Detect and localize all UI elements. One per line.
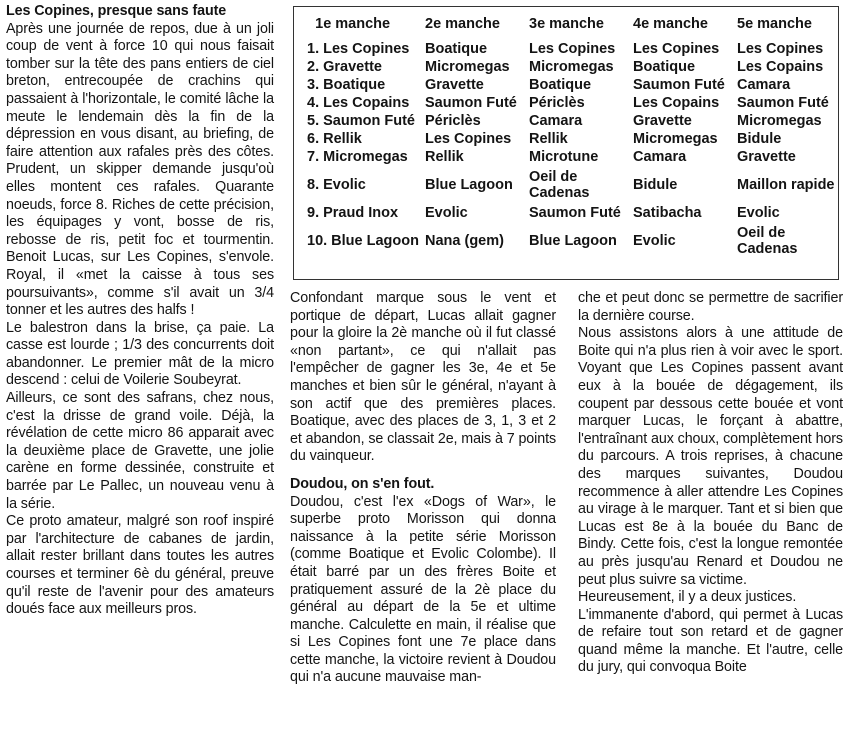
paragraph: Heureusement, il y a deux justices. [578, 589, 797, 606]
results-cell: 6. Rellik [307, 131, 362, 147]
results-cell: Gravette [737, 149, 796, 165]
article-column-1 [6, 3, 274, 619]
subheading: Doudou, on s'en fout. [290, 475, 435, 492]
results-cell: Gravette [633, 113, 692, 129]
results-cell: Camara [529, 113, 583, 129]
results-cell: 7. Micromegas [307, 149, 408, 165]
article-column-2 [290, 290, 556, 687]
paragraph: che et peut donc se permettre de sacrifier la dernière course. [578, 290, 843, 324]
results-cell: Camara [633, 149, 687, 165]
results-cell: Saumon Futé [737, 95, 829, 111]
results-cell: Micromegas [633, 131, 718, 147]
results-cell: Blue Lagoon [529, 233, 617, 249]
results-cell: Micromegas [425, 59, 510, 75]
results-row [304, 130, 838, 148]
results-table [304, 12, 838, 260]
results-row [304, 204, 838, 222]
results-cell: Boatique [529, 77, 592, 93]
results-row [304, 166, 838, 204]
results-row [304, 94, 838, 112]
results-cell: Saumon Futé [425, 95, 517, 111]
paragraph: Confondant marque sous le vent et portique de départ, Lucas allait gagner pour la gloire la 2è manche où il fut classé «non partant», ce qui n'allait pas l'empêcher de gagner les 3e, 4e et 5e manches et bien sûr le général, n'ayant à son actif que des premières places. Boatique, avec des places de 3, 1, 3 et 2 et abandon, se classait 2e, mais à 7 points du vainqueur. [290, 290, 556, 465]
header-cell: 2e manche [425, 16, 500, 32]
results-row [304, 76, 838, 94]
results-cell: 2. Gravette [307, 59, 382, 75]
results-cell: Oeil de Cadenas [529, 169, 590, 201]
results-row [304, 222, 838, 260]
results-cell: Les Copines [737, 41, 824, 57]
article-title: Les Copines, presque sans faute [6, 3, 227, 19]
results-cell: Boatique [633, 59, 696, 75]
results-cell: Les Copines [633, 41, 720, 57]
header-cell: 1e manche [315, 16, 391, 32]
results-cell: 3. Boatique [307, 77, 386, 93]
results-cell: Bidule [633, 177, 678, 193]
results-cell: Les Copines [529, 41, 616, 57]
results-cell: Micromegas [737, 113, 822, 129]
paragraph: Le balestron dans la brise, ça paie. La casse est lourde ; 1/3 des concurrents doit abandonner. Le premier mât de la micro descend : celui de Voilerie Soubeyrat. [6, 319, 274, 389]
paragraph: L'immanente d'abord, qui permet à Lucas de refaire tout son retard et de gagner quand même la manche. Et l'autre, celle du jury, qui convoqua Boite [578, 606, 843, 676]
results-cell: Evolic [737, 205, 780, 221]
results-cell: Nana (gem) [425, 233, 504, 249]
results-cell: Rellik [425, 149, 464, 165]
header-cell: 4e manche [633, 16, 708, 32]
results-cell: Bidule [737, 131, 782, 147]
header-cell: 3e manche [529, 16, 604, 32]
results-cell: 4. Les Copains [307, 95, 410, 111]
results-header-row [304, 12, 838, 40]
results-cell: Microtune [529, 149, 599, 165]
results-cell: Périclès [425, 113, 481, 129]
results-cell: Les Copines [425, 131, 512, 147]
results-cell: Evolic [425, 205, 468, 221]
results-cell: Périclès [529, 95, 585, 111]
paragraph: Après une journée de repos, due à un joli coup de vent à force 10 qui nous faisait tomber sur la tête des pans entiers de ciel breton, entrecoupée de crachins qui passaient à l'horizontale, le comité lâche la meute le lendemain dès la fin de la dépression en vous disant, au briefing, de faire attention aux rafales près des côtes. Prudent, un skipper demande jusqu'où elles montent ces rafales. Quarante noeuds, force 8. Riches de cette précision, les équipages y vont, bosse de ris, rebosse de ris, petit foc et tourmentin. Benoit Lucas, sur Les Copines, s'envole. Royal, il «met la caisse à tous ses poursuivants», comme s'il avait un 3/4 tonner et les autres des halfs ! [6, 20, 274, 319]
results-cell: Satibacha [633, 205, 702, 221]
results-cell: Saumon Futé [529, 205, 621, 221]
results-cell: Oeil de Cadenas [737, 225, 798, 257]
results-row [304, 112, 838, 130]
results-row [304, 148, 838, 166]
results-cell: Blue Lagoon [425, 177, 513, 193]
results-cell: Gravette [425, 77, 484, 93]
results-cell: Maillon rapide [737, 177, 835, 193]
results-cell: 5. Saumon Futé [307, 113, 415, 129]
results-row [304, 58, 838, 76]
header-spacer [304, 12, 312, 40]
results-cell: Saumon Futé [633, 77, 725, 93]
paragraph: Ailleurs, ce sont des safrans, chez nous, c'est la drisse de grand voile. Déjà, la révélation de cette micro 86 apparait avec la deuxième place de Gravette, une jolie carène en forme dessinée, construite et barrée par Le Pallec, un nouveau venu à la série. [6, 390, 274, 512]
results-cell: 8. Evolic [307, 177, 366, 193]
header-cell: 5e manche [737, 16, 812, 32]
results-cell: 10. Blue Lagoon [307, 233, 419, 249]
results-cell: Micromegas [529, 59, 614, 75]
results-cell: Evolic [633, 233, 676, 249]
paragraph: Ce proto amateur, malgré son roof inspiré par l'architecture de cabanes de jardin, allait rester brillant dans toutes les autres courses et terminer 6è du général, preuve qu'il reste de l'avenir pour des amateurs doués face aux meilleurs pros. [6, 513, 274, 618]
article-column-3 [578, 290, 843, 677]
results-cell: Rellik [529, 131, 568, 147]
results-cell: Les Copains [737, 59, 824, 75]
results-cell: Les Copains [633, 95, 720, 111]
results-cell: Camara [737, 77, 791, 93]
results-box [293, 6, 839, 280]
results-cell: Boatique [425, 41, 488, 57]
results-row [304, 40, 838, 58]
results-cell: 1. Les Copines [307, 41, 410, 57]
paragraph: Doudou, c'est l'ex «Dogs of War», le superbe proto Morisson qui donna naissance à la petite série Morisson (comme Boatique et Evolic Colombe). Il était barré par un des frères Boite et pratiquement assuré de la 2è place du général au départ de la 5e et ultime manche. Calculette en main, il réalise que si Les Copines font une 7e place dans cette manche, la victoire revient à Doudou qui n'a aucune mauvaise man- [290, 493, 556, 686]
results-cell: 9. Praud Inox [307, 205, 399, 221]
paragraph: Nous assistons alors à une attitude de Boite qui n'a plus rien à voir avec le sport. Voyant que Les Copines passent avant eux à la bouée de dégagement, ils coupent par dessous cette bouée et vont marquer Lucas, le forçant à abattre, l'entraînant aux choux, complètement hors du parcours. A trois reprises, à chacune des marques suivantes, Doudou recommence à aller attendre Les Copines au virage à le marquer. Tant et si bien que Lucas est 8e à la bouée du Banc de Bindy. Cette fois, c'est la longue remontée au près jusqu'au Renard et Doudou ne peut plus suivre sa victime. [578, 325, 843, 588]
